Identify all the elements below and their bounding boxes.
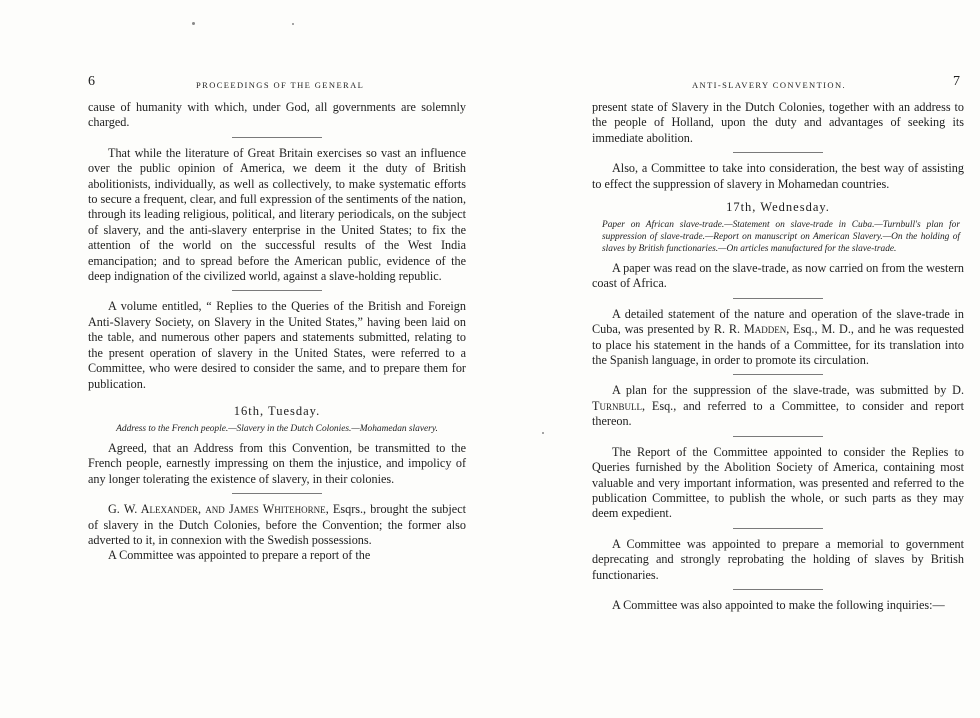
- section-rule: [733, 298, 823, 299]
- page-number: 7: [953, 74, 960, 89]
- section-rule: [733, 589, 823, 590]
- paragraph-text: A detailed statement of the nature and operation of the slave-trade in Cuba, was presented by: [592, 306, 964, 337]
- paragraph: [592, 307, 964, 369]
- paragraph-text: , Esq., M. D., and he was requested to place his statement in the hands of a Committee, for its translation into the Spanish language, in order to promote its circulation.: [592, 322, 964, 368]
- date-heading: 17th, Wednesday.: [726, 200, 830, 215]
- left-page: [88, 0, 466, 718]
- left-page-body: [88, 100, 466, 564]
- paragraph-text: , Esqrs., brought the subject of slavery in the Dutch Colonies, before the Convention; the former also adverted to it, in connexion with the Swedish possessions.: [88, 502, 466, 547]
- paragraph-text: A plan for the suppression of the slave-trade, was submitted by: [612, 383, 953, 398]
- person-names: G. W. Alexander, and James Whitehorne: [108, 502, 326, 517]
- scan-speck: [542, 432, 544, 434]
- paragraph-text: , Esq., and referred to a Committee, to consider and report thereon.: [592, 398, 964, 429]
- section-rule: [733, 374, 823, 375]
- paragraph: present state of Slavery in the Dutch Colonies, together with an address to the people of Holland, upon the duty and advantages of seeking its immediate abolition.: [592, 100, 964, 145]
- page-number: 6: [88, 74, 95, 89]
- right-page-body: [592, 100, 964, 613]
- left-page-header: [88, 74, 466, 94]
- paragraph: cause of humanity with which, under God, all governments are solemnly charged.: [88, 100, 466, 130]
- paragraph: A Committee was appointed to prepare a report of the: [108, 548, 371, 563]
- paragraph: A Committee was appointed to prepare a memorial to government deprecating and strongly reprobating the holding of slaves by British functionaries.: [592, 536, 964, 582]
- section-rule: [733, 528, 823, 529]
- paragraph: A paper was read on the slave-trade, as now carried on from the western coast of Africa.: [592, 261, 964, 291]
- paragraph: Agreed, that an Address from this Convention, be transmitted to the French people, earnestly impressing on them the injustice, and impolicy of any longer tolerating the existence of slavery, in their colonies.: [88, 440, 466, 486]
- section-summary: Paper on African slave-trade.—Statement on slave-trade in Cuba.—Turnbull's plan for suppression of slave-trade.—Report on manuscript on American Slavery.—On the holding of slaves by British functionaries.—On articles manufactured for the slave-trade.: [602, 220, 960, 255]
- paragraph: [592, 383, 964, 429]
- person-name: R. R. Madden: [713, 322, 787, 337]
- running-head: ANTI-SLAVERY CONVENTION.: [692, 80, 847, 90]
- right-page: [592, 0, 964, 718]
- paragraph: A Committee was also appointed to make the following inquiries:—: [612, 597, 945, 612]
- section-rule: [232, 290, 322, 291]
- date-heading: 16th, Tuesday.: [233, 403, 321, 418]
- paragraph: The Report of the Committee appointed to consider the Replies to Queries furnished by the Abolition Society of America, containing most valuable and very important information, was presented and referred to the publication Committee, to publish the whole, or such parts as they may deem expedient.: [592, 444, 964, 521]
- running-head: PROCEEDINGS OF THE GENERAL: [196, 80, 365, 90]
- right-page-header: [592, 74, 964, 94]
- person-name: D. Turnbull: [592, 383, 964, 413]
- section-rule: [733, 152, 823, 153]
- paragraph: Also, a Committee to take into consideration, the best way of assisting to effect the suppression of slavery in Mohamedan countries.: [592, 161, 964, 191]
- section-rule: [232, 137, 322, 138]
- paragraph: That while the literature of Great Britain exercises so vast an influence over the public opinion of America, we deem it the duty of British abolitionists, individually, as well as collectively, to make systematic efforts to secure a frequent, clear, and full expression of the sentiments of the nation, through its leading religious, political, and literary periodicals, on the subject of slavery, and the anti-slavery enterprise in the United States; to fix the attention of the world on the successful results of the West India emancipation; and to spread before the American public, evidence of the deep indignation of the civilized world, against a slave-holding republic.: [88, 145, 466, 284]
- section-summary: Address to the French people.—Slavery in the Dutch Colonies.—Mohamedan slavery.: [116, 423, 438, 434]
- section-rule: [733, 436, 823, 437]
- paragraph: [88, 502, 466, 548]
- section-rule: [232, 493, 322, 494]
- paragraph: A volume entitled, “ Replies to the Queries of the British and Foreign Anti-Slavery Society, on Slavery in the United States,” having been laid on the table, and numerous other papers and statements submitted, relating to the present operation of slavery in the United States, were referred to a Committee, who were desired to consider the same, and to prepare them for publication.: [88, 299, 466, 391]
